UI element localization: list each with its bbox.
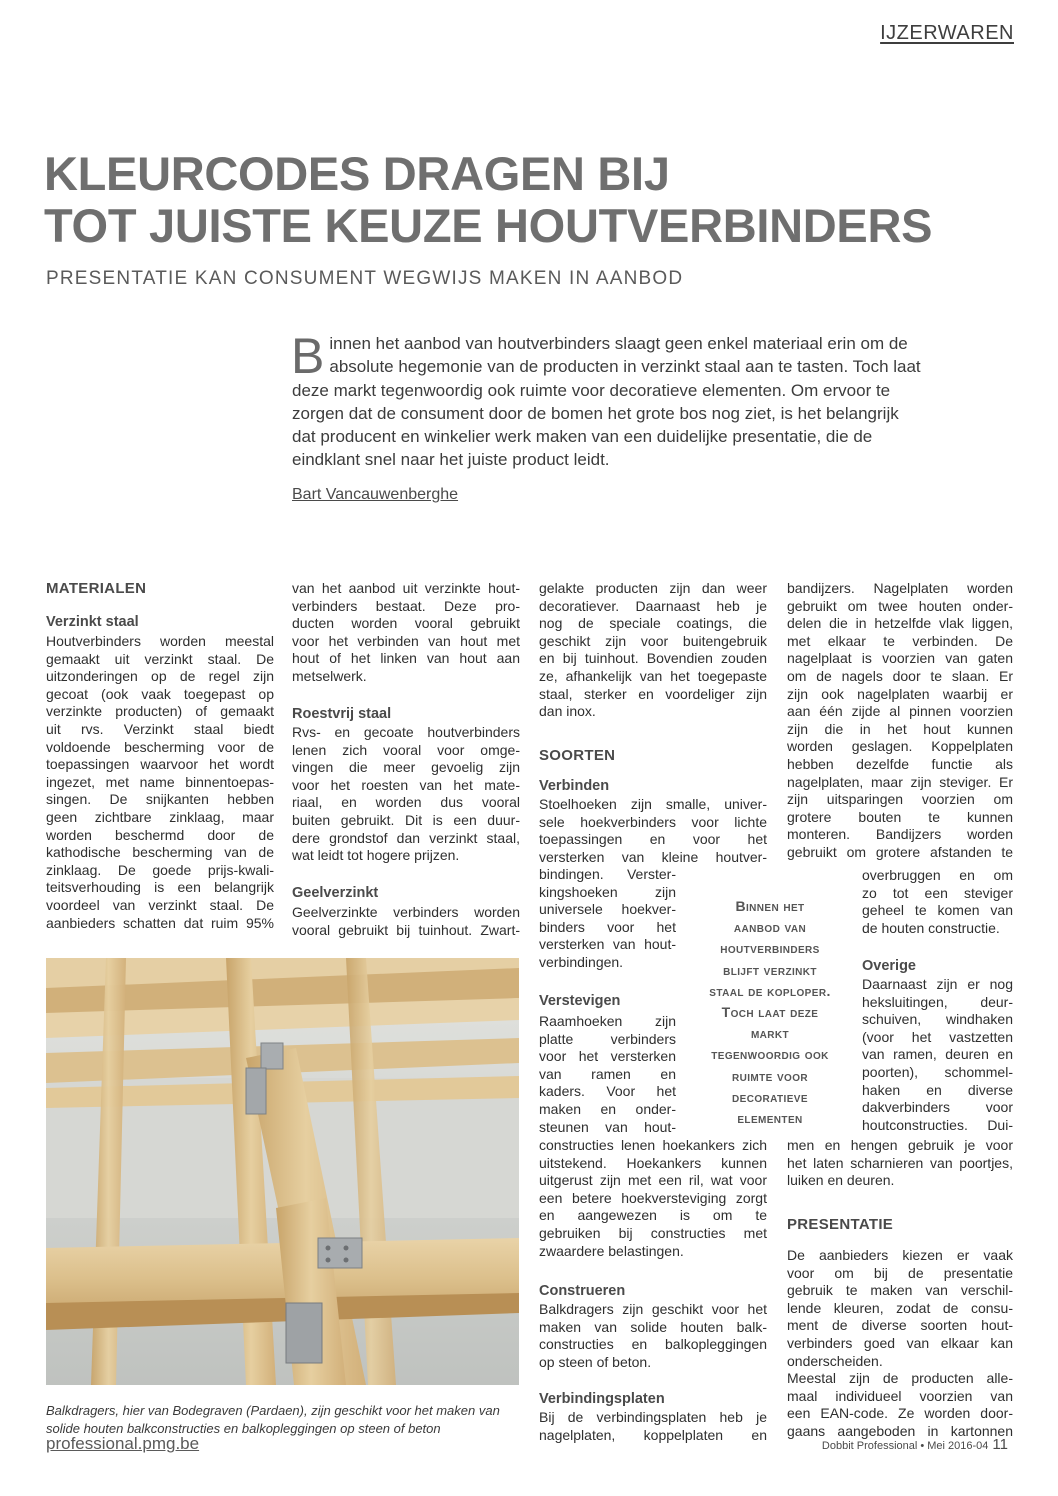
text-line: maken en onder- [539,1100,676,1117]
intro-text [291,328,922,472]
text-line: zijn uitsparingen voorzien om [787,791,1013,808]
text-line: schuiven, windhaken [862,1011,1013,1028]
page-number: 11 [992,1436,1008,1453]
text-line: lende kleuren, zodat de consu- [787,1299,1013,1316]
pull-quote-line: markt [750,1025,790,1042]
footer-website-link[interactable]: professional.pmg.be [46,1434,200,1453]
col2-text-top [292,580,520,686]
heading-verstevigen: Verstevigen [539,993,621,1009]
text-line: voor het versterken [539,1048,676,1065]
text-line: versterken van hout- [539,936,676,953]
text-line: platte verbinders [539,1030,676,1047]
text-line: verbindingen. [539,953,624,970]
text-line: Daarnaast zijn er nog [862,976,1013,992]
text-line: binders voor het [539,918,676,935]
text-line: kathodische bescherming van de [46,844,274,861]
text-line: poorten), schommel- [862,1063,1013,1080]
text-line: met elkaar te verbinden. De [787,632,1013,649]
pull-quote-line: Binnen het [735,898,805,914]
col3-text-top [539,580,767,721]
text-line: wat leidt tot hogere prijzen. [292,847,460,864]
pull-quote-line: tegenwoordig ook [711,1046,829,1063]
photo-caption [46,1402,526,1438]
text-line: houtconstructies. Dui- [862,1116,1013,1133]
text-line: buiten gebruikt. Dit is een duur- [292,811,520,828]
col2-text-geel [292,904,520,939]
text-line: singen. De snijkanten hebben [46,791,274,808]
text-line: ingezet, met name binnentoepas- [46,773,274,790]
text-line: worden geslagen. Koppelplaten [787,738,1013,755]
text-line: gemaakt uit verzinkt staal. De [46,650,274,667]
text-line: zwaardere belastingen. [539,1242,684,1259]
text-line: staal, sterker en voordeliger zijn [539,685,767,702]
caption-line-1: Balkdragers, hier van Bodegraven (Pardaen), zijn geschikt voor het maken van [46,1403,500,1418]
text-line: aanbieders schatten dat ruim 95% [46,914,274,931]
intro-paragraph [291,328,922,472]
text-line: nagelplaten, koppelplaten en [539,1426,767,1443]
pull-quote-line: elementen [737,1110,803,1127]
text-line: constructies en balkopleggingen [539,1336,767,1353]
text-line: ment de diverse soorten hout- [787,1317,1013,1334]
text-line: Stoelhoeken zijn smalle, univer- [539,796,767,812]
text-line: gaans aangeboden in kartonnen [787,1422,1013,1439]
text-line: Bij de verbindingsplaten heb je [539,1409,767,1425]
text-line: zijn die in het hout kunnen [787,720,1013,737]
text-line: Geelverzinkte verbinders worden [292,904,520,920]
col4-text-narrow-a [862,867,1013,937]
text-line: hebben dezelfde functie als [787,755,1013,772]
col1-text [46,633,274,932]
text-line: maal individueel voorzien van [787,1387,1013,1404]
text-line: nagelplaten, maar zijn steviger. Er [787,773,1013,790]
text-line: verzinkte producten) of gemaakt [46,703,274,720]
text-line: voordeel van verzinkt staal. De [46,896,274,913]
text-line: hout of het linken van hout aan [292,650,520,667]
text-line: sele hoekverbinders voor lichte [539,813,767,830]
text-line: haken en diverse [862,1081,1013,1098]
text-line: en bij tuinhout. Bovendien zouden [539,650,767,667]
photo-balkdragers [46,958,519,1385]
col3-text-verstevigen [539,1137,767,1260]
text-line: op steen of beton. [539,1353,652,1370]
text-line: voldoende bescherming voor de [46,738,274,755]
text-line: Balkdragers zijn geschikt voor het [539,1301,767,1317]
text-line: gecoat (ook vaak toegepast op [46,685,274,702]
text-line: zinklaag. De goede prijs-kwali- [46,861,274,878]
intro-line: dat producent en winkelier werk maken van een duidelijke presentatie, die de [292,427,873,447]
text-line: gebruik te maken van verschil- [787,1282,1013,1299]
text-line: teitsverhouding is een belangrijk [46,879,274,896]
text-line: dakverbinders voor [862,1099,1013,1116]
text-line: van het aanbod uit verzinkte hout- [292,580,520,596]
text-line: Rvs- en gecoate houtverbinders [292,724,520,740]
heading-roestvrij-staal: Roestvrij staal [292,706,392,722]
col3-text-verbindingsplaten [539,1409,767,1444]
text-line: bindingen. Verster- [539,866,676,882]
text-line: constructies lenen hoekankers zich [539,1137,767,1153]
text-line: heksluitingen, deur- [862,993,1013,1010]
pull-quote [680,896,860,1129]
pull-quote-line: houtverbinders [720,940,820,957]
text-line: nog de speciale coatings, die [539,615,767,632]
text-line: om de nagels door te slaan. Er [787,667,1013,684]
col4-text-top [787,580,1013,862]
text-line: kaders. Voor het [539,1083,676,1100]
title-line-2: TOT JUISTE KEUZE HOUTVERBINDERS [44,199,933,252]
drop-cap: B [291,328,325,384]
text-line: zijn ook nagelplaten waarbij er [787,685,1013,702]
text-line: decoratiever. Daarnaast heb je [539,597,767,614]
text-line: dere grondstof dan verzinkt staal, [292,829,520,846]
text-line: maken van solide houten balk- [539,1318,767,1335]
pull-quote-line: decoratieve [732,1088,808,1105]
text-line: ducten worden vooral gebruikt [292,615,520,632]
pull-quote-line: blijft verzinkt [723,961,817,978]
article-subtitle: PRESENTATIE KAN CONSUMENT WEGWIJS MAKEN IN AANBOD [46,268,684,289]
text-line: universele hoekver- [539,901,676,918]
text-line: de houten constructie. [862,919,1000,936]
text-line: kingshoeken zijn [539,883,676,900]
intro-line: absolute hegemonie van de producten in verzinkt staal aan te tasten. Toch laat [329,357,921,377]
heading-verbindingsplaten: Verbindingsplaten [539,1391,665,1407]
intro-line: eindklant snel naar het juiste product leidt. [292,450,610,470]
text-line: het laten scharnieren van poortjes, [787,1154,1013,1171]
section-tag: IJZERWAREN [880,22,1014,44]
caption-line-2: solide houten balkconstructies en balkopleggingen op steen of beton [46,1421,441,1436]
text-line: toepassingen waarvoor het wordt [46,756,274,773]
text-line: van ramen, deuren en [862,1046,1013,1063]
pull-quote-line: aanbod van [733,919,807,936]
text-line: worden beschermd door de [46,826,274,843]
text-line: lenen zich vooral voor omge- [292,741,520,758]
heading-overige: Overige [862,958,916,974]
text-line: bandijzers. Nagelplaten worden [787,580,1013,596]
text-line: zo tot een steviger [862,884,1013,901]
heading-verbinden: Verbinden [539,778,610,794]
text-line: gebruikt om twee houten onder- [787,597,1013,614]
text-line: voor het roesten van het mate- [292,776,520,793]
heading-presentatie: PRESENTATIE [787,1216,894,1233]
article-title [44,148,944,252]
title-line-1: KLEURCODES DRAGEN BIJ [44,147,670,200]
text-line: vingen die meer gevoelig zijn [292,759,520,776]
text-line: gebruikt om grotere afstanden te [787,843,1013,860]
text-line: een EAN-code. Ze worden door- [787,1405,1013,1422]
text-line: grotere bouten te kunnen [787,808,1013,825]
pull-quote-line: ruimte voor [731,1067,809,1084]
publication-name: Dobbit Professional • Mei 2016-04 [821,1440,989,1452]
text-line: geen zichtbare zinklaag, maar [46,808,274,825]
text-line: uitstekend. Hoekankers kunnen [539,1154,767,1171]
text-line: Meestal zijn de producten alle- [787,1370,1013,1387]
text-line: nagelplaat is voorzien van gaten [787,650,1013,667]
heading-geelverzinkt: Geelverzinkt [292,885,379,901]
heading-materialen: MATERIALEN [46,580,147,597]
text-line: geschikt zijn voor buitengebruik [539,632,767,649]
text-line: delen die in hetzelfde vlak liggen, [787,615,1013,632]
text-line: voor om bij de presentatie [787,1264,1013,1281]
pull-quote-line: staal de koploper. [709,982,831,999]
intro-line: innen het aanbod van houtverbinders slaagt geen enkel materiaal erin om de [329,334,908,353]
text-line: metselwerk. [292,667,367,684]
text-line: gebruiken bij constructies met [539,1224,767,1241]
text-line: men en hengen gebruik je voor [787,1137,1013,1153]
text-line: uitzonderingen op de regel zijn [46,668,274,685]
text-line: verbinders goed van elkaar kan [787,1334,1013,1351]
text-line: uitgerust zijn met een ril, wat voor [539,1172,767,1189]
heading-soorten: SOORTEN [539,747,616,764]
text-line: De aanbieders kiezen er vaak [787,1247,1013,1263]
text-line: onderscheiden. [787,1352,883,1369]
text-line: (voor het vastzetten [862,1028,1013,1045]
text-line: luiken en deuren. [787,1172,895,1189]
text-line: een betere hoekversteviging zorgt [539,1189,767,1206]
text-line: geheel te komen van [862,902,1013,919]
text-line: gelakte producten zijn dan weer [539,580,767,596]
col3-text-verbinden-narrow [539,866,676,972]
col4-text-presentatie [787,1247,1013,1441]
text-line: vooral gebruikt bij tuinhout. Zwart- [292,921,520,938]
timber-frame-illustration [46,958,519,1385]
text-line: en aangewezen is om te [539,1207,767,1224]
text-line: steunen van hout- [539,1118,676,1135]
heading-construeren: Construeren [539,1283,626,1299]
col3-text-construeren [539,1301,767,1371]
text-line: toepassingen en voor het [539,831,767,848]
text-line: overbruggen en om [862,867,1013,883]
footer-publication-info [822,1436,1008,1453]
heading-verzinkt-staal: Verzinkt staal [46,614,139,630]
text-line: versterken van kleine houtver- [539,848,767,865]
author-byline: Bart Vancauwenberghe [292,486,459,503]
text-line: riaal, en worden dus vooral [292,794,520,811]
intro-line: zorgen dat de consument door de bomen het grote bos nog ziet, is het belangrijk [292,403,899,423]
col2-text-roestvrij [292,724,520,865]
intro-line: deze markt tegenwoordig ook ruimte voor decoratieve elementen. Om ervoor te [292,380,891,400]
text-line: ze, afhankelijk van het toegepaste [539,667,767,684]
pull-quote-line: Toch laat deze [721,1004,819,1021]
text-line: monteren. Bandijzers worden [787,826,1013,843]
text-line: van ramen en [539,1065,676,1082]
text-line: aan één zijde al pinnen voorzien [787,703,1013,720]
text-line: Houtverbinders worden meestal [46,633,274,649]
text-line: dan inox. [539,703,596,720]
col3-text-verstevigen-narrow [539,1013,676,1136]
text-line: Raamhoeken zijn [539,1013,676,1029]
text-line: verbinders bestaat. Deze pro- [292,597,520,614]
col4-text-full-b [787,1137,1013,1190]
text-line: voor het verbinden van hout met [292,632,520,649]
col4-text-narrow-b [862,976,1013,1134]
col3-text-verbinden [539,796,767,866]
text-line: uit rvs. Verzinkt staal biedt [46,720,274,737]
